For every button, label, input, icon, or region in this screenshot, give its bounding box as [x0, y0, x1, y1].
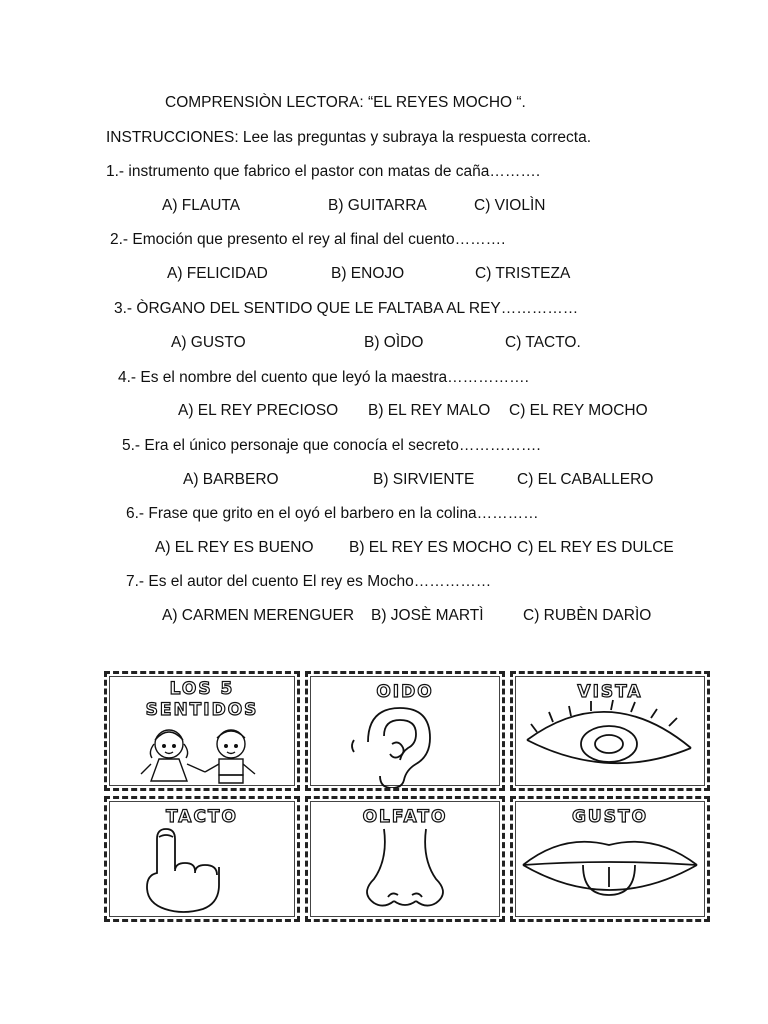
card-oido — [305, 671, 505, 791]
option-4c[interactable]: C) EL REY MOCHO — [509, 402, 648, 419]
card-tacto — [104, 796, 300, 922]
question-7: 7.- Es el autor del cuento El rey es Mocho…………… — [126, 573, 492, 590]
option-6a[interactable]: A) EL REY ES BUENO — [155, 539, 314, 556]
question-5: 5.- Era el único personaje que conocía el secreto……………. — [122, 437, 541, 454]
hand-icon — [107, 799, 297, 919]
option-7c[interactable]: C) RUBÈN DARÌO — [523, 607, 652, 624]
children-icon — [107, 674, 297, 788]
option-3b[interactable]: B) OÌDO — [364, 334, 424, 351]
question-3: 3.- ÒRGANO DEL SENTIDO QUE LE FALTABA AL REY…………… — [114, 300, 579, 317]
five-senses-grid — [104, 671, 710, 922]
card-title-olfato: OLFATO — [362, 807, 448, 827]
card-title-line2: SENTIDOS — [145, 700, 259, 720]
option-5c[interactable]: C) EL CABALLERO — [517, 471, 654, 488]
question-1: 1.- instrumento que fabrico el pastor con matas de caña………. — [106, 163, 541, 180]
card-five-senses — [104, 671, 300, 791]
option-1b[interactable]: B) GUITARRA — [328, 197, 427, 214]
card-title-oido: OIDO — [376, 682, 434, 702]
card-title-gusto: GUSTO — [571, 807, 649, 827]
option-1a[interactable]: A) FLAUTA — [162, 197, 241, 214]
card-title-line1: LOS 5 — [169, 679, 235, 699]
option-2b[interactable]: B) ENOJO — [331, 265, 405, 282]
option-7a[interactable]: A) CARMEN MERENGUER — [162, 607, 355, 624]
option-5b[interactable]: B) SIRVIENTE — [373, 471, 475, 488]
option-5a[interactable]: A) BARBERO — [183, 471, 279, 488]
mouth-icon — [513, 799, 707, 919]
card-gusto — [510, 796, 710, 922]
option-4a[interactable]: A) EL REY PRECIOSO — [178, 402, 339, 419]
option-3c[interactable]: C) TACTO. — [505, 334, 581, 351]
option-1c[interactable]: C) VIOLÌN — [474, 197, 546, 214]
question-6: 6.- Frase que grito en el oyó el barbero en la colina………… — [126, 505, 539, 522]
option-6b[interactable]: B) EL REY ES MOCHO — [349, 539, 512, 556]
ear-icon — [308, 674, 502, 788]
instructions: INSTRUCCIONES: Lee las preguntas y subraya la respuesta correcta. — [106, 129, 592, 146]
worksheet-title: COMPRENSIÒN LECTORA: “EL REYES MOCHO “. — [165, 94, 526, 111]
option-2a[interactable]: A) FELICIDAD — [167, 265, 268, 282]
eye-icon — [513, 674, 707, 788]
nose-icon — [308, 799, 502, 919]
option-4b[interactable]: B) EL REY MALO — [368, 402, 491, 419]
option-7b[interactable]: B) JOSÈ MARTÌ — [371, 607, 484, 624]
question-2: 2.- Emoción que presento el rey al final del cuento………. — [110, 231, 506, 248]
option-2c[interactable]: C) TRISTEZA — [475, 265, 571, 282]
option-6c[interactable]: C) EL REY ES DULCE — [517, 539, 674, 556]
card-title-vista: VISTA — [577, 682, 643, 702]
card-olfato — [305, 796, 505, 922]
option-3a[interactable]: A) GUSTO — [171, 334, 246, 351]
question-4: 4.- Es el nombre del cuento que leyó la maestra……………. — [118, 369, 529, 386]
card-title-tacto: TACTO — [166, 807, 238, 827]
card-vista — [510, 671, 710, 791]
